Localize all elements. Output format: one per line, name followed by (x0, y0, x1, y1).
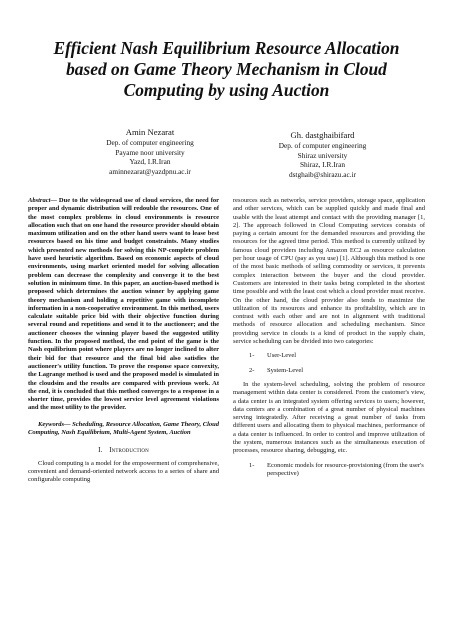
list-text: User-Level (267, 352, 297, 360)
scheduling-categories-list (249, 352, 425, 375)
title-line: Computing by using Auction (123, 80, 330, 100)
list-number: 2- (249, 366, 255, 374)
author-block-2 (240, 129, 405, 179)
section-title: Introduction (109, 446, 149, 455)
list-text: System-Level (267, 366, 304, 374)
author-location: Yazd, I.R.Iran (129, 157, 171, 166)
economic-models-list (249, 462, 425, 479)
intro-continued-paragraph: resources such as networks, service providers, storage space, application and other services, which can be supplied quickly and made final and usable with the least attempt and contact with the providing manager [1, 2]. The approach followed in Cloud Computing services consists of paying a certain amount for the demanded resources and providing the resources for the agreed time period. This method is currently utilized by famous cloud providers including Amazon EC2 as resource calculation per hour usage of CPU (pay as you use) [1]. Although this method is one of the most basic methods of selling commodity or services, it prevents complex interaction between the buyer and the cloud provider. Customers are interested in their tasks being completed in the shortest time possible and with the least cost which a cloud provider must receive. On the other hand, the cloud provider also tends to maximize the utilization of its resources and enhance its profitability, which are in contrast with each other and are not in alignment with traditional methods of resource allocation and scheduling mechanism. Since providing service in clouds is a kind of product in the supply chain, service scheduling can be divided into two categories: (233, 197, 425, 346)
system-level-paragraph: In the system-level scheduling, solving the problem of resource management within data center is considered. From the customer's view, a data center is an integrated system offering services to users; however, data centers are a combination of a great number of physical machines serving integratedly. After receiving a great number of tasks from different users and allocating them to physical machines, performance of a data center is influenced. In order to control and improve utilization of the system, numerous instances such as the simultaneous execution of processes, resource sharing, debugging, etc. (233, 380, 425, 455)
author-location: Shiraz, I.R.Iran (300, 160, 345, 169)
right-column (233, 197, 425, 484)
author-email: dstghaib@shirazu.ac.ir (288, 169, 357, 179)
list-number: 1- (249, 352, 255, 360)
section-number: I. (98, 446, 103, 455)
author-university: Payame noor university (115, 147, 185, 157)
author-block-1 (60, 126, 240, 176)
keywords: Keywords— Scheduling, Resource Allocation, Game Theory, Cloud Computing, Nash Equilibrium, Multi-Agent System, Auction (28, 420, 219, 437)
author-affiliation: Dep. of computer engineering (278, 141, 367, 150)
author-affiliation: Dep. of computer engineering (106, 138, 194, 147)
abstract (28, 197, 219, 413)
list-item (249, 367, 425, 375)
abstract-text: — Due to the widespread use of cloud services, the need for proper and dynamic distribution will redouble the resources. One of the most complex problems in cloud environments is resource allocation such that on one hand the resource provider should obtain maximum utilization and on the other hand users want to lease best resources based on his time and budget constraints. Many studies which presented new methods for solving this NP-complete problem have used heuristic algorithm. Based on economic aspects of cloud environments, using market oriented model for solving allocation problem can decrease the complexity and converge it to the best solution in minimum time. In this paper, an auction-based method is proposed which determines the auction winner by applying game theory mechanism and holding a repetitive game with incomplete information in a non-cooperative environment. In this method, users calculate suitable price bid with their objective function during several round and repetitions and send it to the auctioneer; and the auctioneer chooses the winning player based the suggested utility function. In the proposed method, the end point of the game is the Nash equilibrium point where players are no longer inclined to alter their bid for that resource and the final bid also satisfies the auctioneer's utility function. To prove the response space convexity, the Lagrange method is used and the proposed model is simulated in the cloudsim and the results are compared with previous work. At the end, it is concluded that this method converges to a response in a shorter time, provides the lowest service level agreement violations and the most utility to the provider. (28, 197, 219, 412)
list-number: 1- (249, 461, 255, 469)
intro-paragraph: Cloud computing is a model for the empowerment of comprehensive, convenient and demand-oriented network access to a series of share and configurable computing (28, 459, 219, 484)
author-name: Amin Nezarat (125, 127, 175, 137)
author-email: aminnezarat@yazdpnu.ac.ir (109, 166, 191, 176)
title-line: Efficient Nash Equilibrium Resource Allocation (53, 38, 400, 58)
list-text: Economic models for resource-provisioning (from the user's perspective) (267, 461, 424, 477)
list-item (249, 352, 425, 360)
left-column (28, 197, 219, 485)
paper-title (28, 38, 425, 101)
author-name: Gh. dastghaibifard (290, 130, 355, 140)
title-line: based on Game Theory Mechanism in Cloud (66, 59, 387, 79)
author-university: Shiraz university (297, 150, 348, 160)
section-heading (28, 446, 219, 454)
list-item (249, 462, 425, 479)
abstract-lead: Abstract (28, 197, 51, 204)
